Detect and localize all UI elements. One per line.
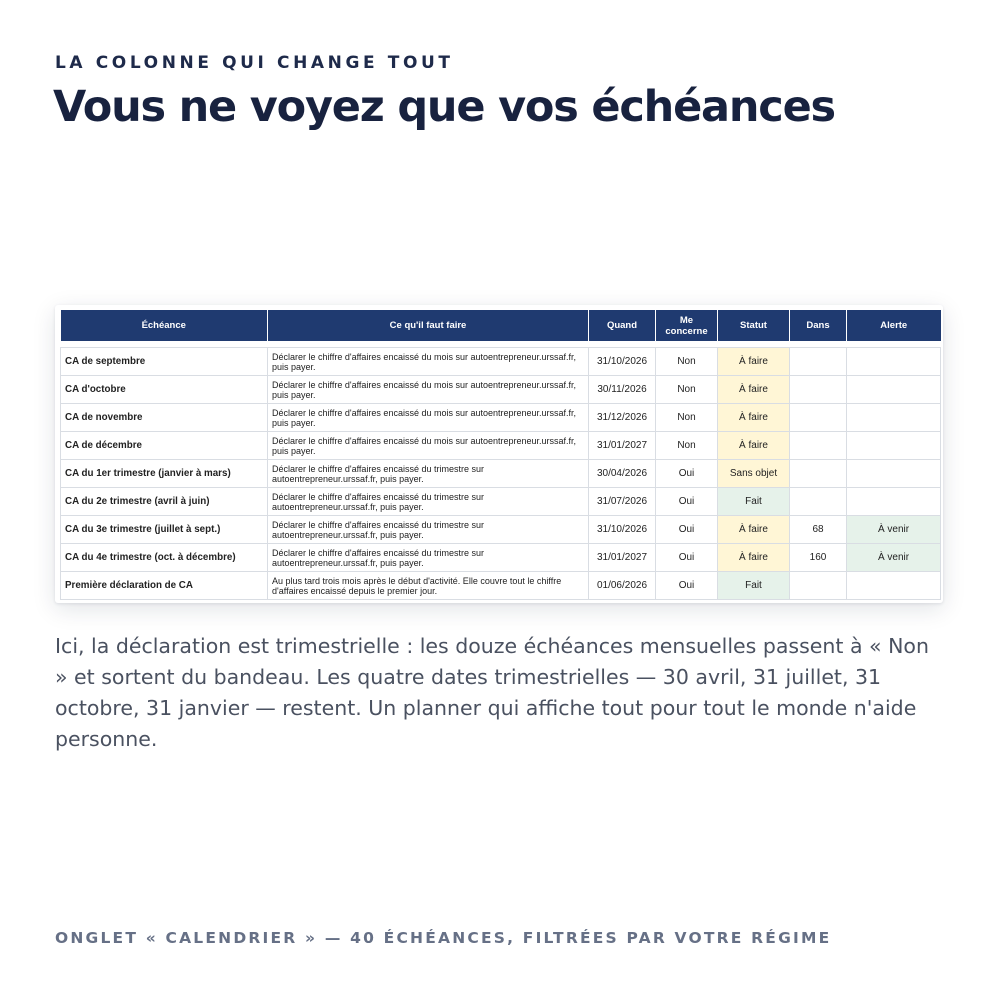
table-row xyxy=(61,348,941,376)
cell-dans[interactable]: 68 xyxy=(790,516,847,544)
cell-echeance[interactable]: CA de septembre xyxy=(61,348,268,376)
eyebrow: LA COLONNE QUI CHANGE TOUT xyxy=(55,53,454,73)
footer-caption: ONGLET « CALENDRIER » — 40 ÉCHÉANCES, FILTRÉES PAR VOTRE RÉGIME xyxy=(55,929,832,947)
cell-todo[interactable]: Déclarer le chiffre d'affaires encaissé du trimestre sur autoentrepreneur.urssaf.fr, puis payer. xyxy=(268,488,589,516)
table-row xyxy=(61,516,941,544)
cell-dans[interactable]: 160 xyxy=(790,544,847,572)
cell-alerte[interactable] xyxy=(847,348,941,376)
cell-statut[interactable]: À faire xyxy=(718,404,790,432)
cell-dans[interactable] xyxy=(790,460,847,488)
header-concerne[interactable]: Me concerne xyxy=(656,310,718,341)
cell-concerne[interactable]: Non xyxy=(656,348,718,376)
cell-alerte[interactable] xyxy=(847,432,941,460)
cell-quand[interactable]: 30/04/2026 xyxy=(589,460,656,488)
cell-quand[interactable]: 31/10/2026 xyxy=(589,348,656,376)
cell-todo[interactable]: Au plus tard trois mois après le début d'activité. Elle couvre tout le chiffre d'affaires encaissé depuis le premier jour. xyxy=(268,572,589,600)
cell-statut[interactable]: Fait xyxy=(718,572,790,600)
header-quand[interactable]: Quand xyxy=(589,310,656,341)
cell-alerte[interactable] xyxy=(847,460,941,488)
cell-todo[interactable]: Déclarer le chiffre d'affaires encaissé du trimestre sur autoentrepreneur.urssaf.fr, puis payer. xyxy=(268,516,589,544)
cell-quand[interactable]: 31/07/2026 xyxy=(589,488,656,516)
cell-concerne[interactable]: Non xyxy=(656,404,718,432)
cell-dans[interactable] xyxy=(790,348,847,376)
cell-alerte[interactable] xyxy=(847,376,941,404)
cell-todo[interactable]: Déclarer le chiffre d'affaires encaissé du mois sur autoentrepreneur.urssaf.fr, puis payer. xyxy=(268,404,589,432)
cell-statut[interactable]: À faire xyxy=(718,376,790,404)
cell-dans[interactable] xyxy=(790,488,847,516)
table-header-row xyxy=(61,310,941,341)
cell-statut[interactable]: À faire xyxy=(718,516,790,544)
header-statut[interactable]: Statut xyxy=(718,310,790,341)
table-row xyxy=(61,572,941,600)
cell-quand[interactable]: 31/01/2027 xyxy=(589,544,656,572)
cell-echeance[interactable]: CA d'octobre xyxy=(61,376,268,404)
header-echeance[interactable]: Échéance xyxy=(61,310,268,341)
table-row xyxy=(61,376,941,404)
header-alerte[interactable]: Alerte xyxy=(847,310,941,341)
cell-todo[interactable]: Déclarer le chiffre d'affaires encaissé du mois sur autoentrepreneur.urssaf.fr, puis payer. xyxy=(268,432,589,460)
cell-quand[interactable]: 30/11/2026 xyxy=(589,376,656,404)
cell-todo[interactable]: Déclarer le chiffre d'affaires encaissé du mois sur autoentrepreneur.urssaf.fr, puis payer. xyxy=(268,376,589,404)
cell-alerte[interactable]: À venir xyxy=(847,544,941,572)
cell-echeance[interactable]: CA du 4e trimestre (oct. à décembre) xyxy=(61,544,268,572)
cell-quand[interactable]: 31/12/2026 xyxy=(589,404,656,432)
table-row xyxy=(61,460,941,488)
cell-echeance[interactable]: CA du 2e trimestre (avril à juin) xyxy=(61,488,268,516)
header-dans[interactable]: Dans xyxy=(790,310,847,341)
table-row xyxy=(61,404,941,432)
cell-alerte[interactable] xyxy=(847,404,941,432)
cell-echeance[interactable]: CA de décembre xyxy=(61,432,268,460)
cell-dans[interactable] xyxy=(790,376,847,404)
table-row xyxy=(61,432,941,460)
cell-concerne[interactable]: Non xyxy=(656,432,718,460)
cell-concerne[interactable]: Oui xyxy=(656,460,718,488)
cell-dans[interactable] xyxy=(790,404,847,432)
cell-statut[interactable]: Fait xyxy=(718,488,790,516)
cell-alerte[interactable] xyxy=(847,488,941,516)
cell-statut[interactable]: À faire xyxy=(718,544,790,572)
cell-alerte[interactable] xyxy=(847,572,941,600)
spreadsheet-screenshot xyxy=(55,305,943,603)
cell-concerne[interactable]: Oui xyxy=(656,572,718,600)
cell-dans[interactable] xyxy=(790,432,847,460)
cell-statut[interactable]: Sans objet xyxy=(718,460,790,488)
cell-todo[interactable]: Déclarer le chiffre d'affaires encaissé du trimestre sur autoentrepreneur.urssaf.fr, puis payer. xyxy=(268,544,589,572)
cell-echeance[interactable]: CA du 1er trimestre (janvier à mars) xyxy=(61,460,268,488)
cell-concerne[interactable]: Oui xyxy=(656,516,718,544)
cell-dans[interactable] xyxy=(790,572,847,600)
page-title: Vous ne voyez que vos échéances xyxy=(53,82,835,132)
explanation-text: Ici, la déclaration est trimestrielle : les douze échéances mensuelles passent à « Non » et sortent du bandeau. Les quatre dates trimestrielles — 30 avril, 31 juillet, 31 octobre, 31 janvier — restent. Un planner qui affiche tout pour tout le monde n'aide personne. xyxy=(55,634,929,751)
cell-quand[interactable]: 31/10/2026 xyxy=(589,516,656,544)
cell-statut[interactable]: À faire xyxy=(718,432,790,460)
cell-statut[interactable]: À faire xyxy=(718,348,790,376)
cell-echeance[interactable]: Première déclaration de CA xyxy=(61,572,268,600)
cell-todo[interactable]: Déclarer le chiffre d'affaires encaissé du trimestre sur autoentrepreneur.urssaf.fr, puis payer. xyxy=(268,460,589,488)
cell-echeance[interactable]: CA du 3e trimestre (juillet à sept.) xyxy=(61,516,268,544)
table-row xyxy=(61,488,941,516)
cell-quand[interactable]: 31/01/2027 xyxy=(589,432,656,460)
cell-echeance[interactable]: CA de novembre xyxy=(61,404,268,432)
cell-alerte[interactable]: À venir xyxy=(847,516,941,544)
cell-quand[interactable]: 01/06/2026 xyxy=(589,572,656,600)
calendar-table xyxy=(60,310,941,600)
cell-concerne[interactable]: Non xyxy=(656,376,718,404)
cell-todo[interactable]: Déclarer le chiffre d'affaires encaissé du mois sur autoentrepreneur.urssaf.fr, puis payer. xyxy=(268,348,589,376)
cell-concerne[interactable]: Oui xyxy=(656,488,718,516)
table-row xyxy=(61,544,941,572)
table-body xyxy=(61,341,941,600)
cell-concerne[interactable]: Oui xyxy=(656,544,718,572)
header-todo[interactable]: Ce qu'il faut faire xyxy=(268,310,589,341)
